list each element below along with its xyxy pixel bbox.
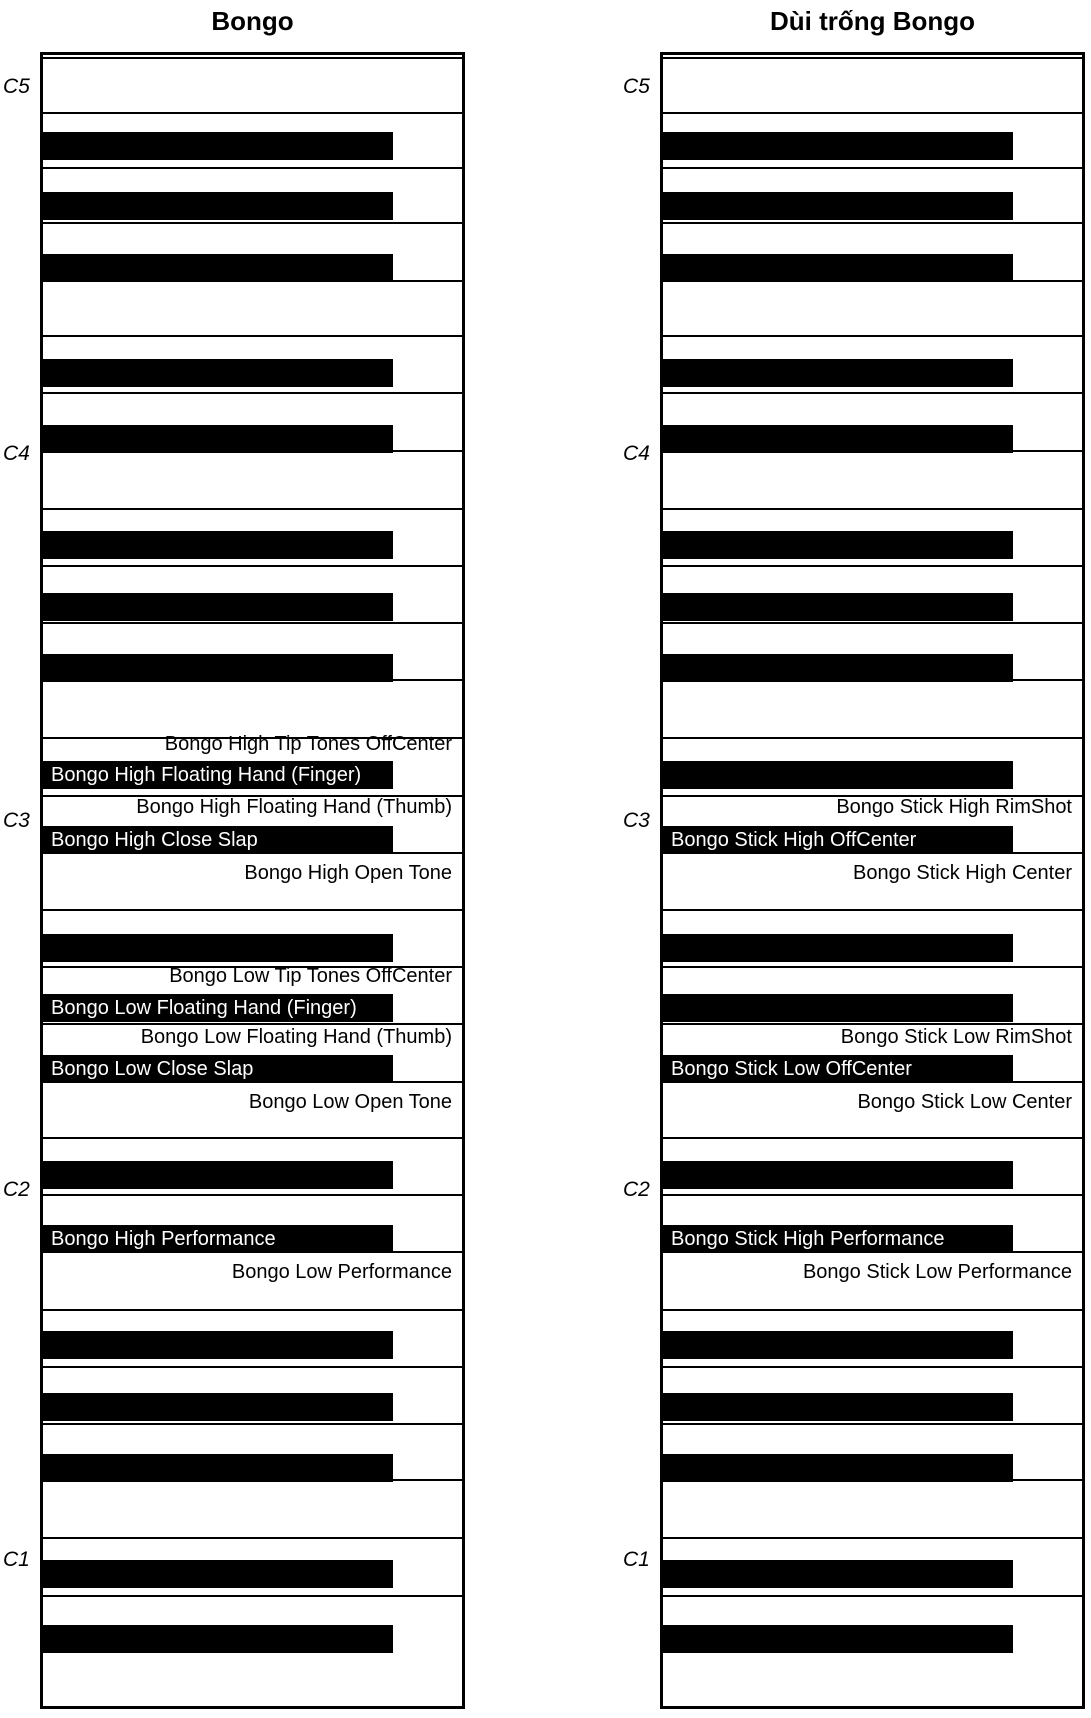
black-key-bongo-stick-high-performance: Bongo Stick High Performance xyxy=(663,1225,1013,1253)
white-key-divider xyxy=(43,167,462,169)
white-key-divider xyxy=(43,1309,462,1311)
octave-label-c3: C3 xyxy=(3,809,30,832)
octave-label-c2: C2 xyxy=(3,1178,30,1201)
white-key-divider xyxy=(663,737,1082,739)
black-key xyxy=(43,359,393,387)
bongo-stick-keyboard xyxy=(660,52,1085,1709)
black-key xyxy=(663,761,1013,789)
white-key-divider xyxy=(43,909,462,911)
white-key-divider xyxy=(663,1309,1082,1311)
white-key-label-bongo-high-tip-tones-offcenter: Bongo High Tip Tones OffCenter xyxy=(164,733,452,755)
white-key-divider xyxy=(43,57,462,59)
white-key-divider xyxy=(663,1194,1082,1196)
black-key-bongo-high-floating-hand-finger: Bongo High Floating Hand (Finger) xyxy=(43,761,393,789)
octave-label-c4: C4 xyxy=(3,442,30,465)
black-key xyxy=(663,132,1013,160)
white-key-divider xyxy=(43,1137,462,1139)
black-key xyxy=(43,531,393,559)
left-keyboard-title: Bongo xyxy=(211,6,294,36)
white-key-label-bongo-low-tip-tones-offcenter: Bongo Low Tip Tones OffCenter xyxy=(169,965,452,987)
white-key-divider xyxy=(663,167,1082,169)
black-key-bongo-low-close-slap: Bongo Low Close Slap xyxy=(43,1055,393,1083)
white-key-divider xyxy=(43,1194,462,1196)
white-key-divider xyxy=(43,112,462,114)
black-key xyxy=(43,132,393,160)
octave-label-c1-right: C1 xyxy=(623,1548,650,1571)
black-key xyxy=(43,1560,393,1588)
white-key-divider xyxy=(663,335,1082,337)
white-key-divider xyxy=(43,1537,462,1539)
black-key-bongo-high-performance: Bongo High Performance xyxy=(43,1225,393,1253)
white-key-divider xyxy=(663,966,1082,968)
white-key-divider xyxy=(663,1137,1082,1139)
black-key xyxy=(663,192,1013,220)
black-key xyxy=(663,1393,1013,1421)
black-key xyxy=(663,1454,1013,1482)
black-key xyxy=(663,994,1013,1022)
black-key xyxy=(663,254,1013,282)
white-key-divider xyxy=(663,112,1082,114)
white-key-divider xyxy=(663,622,1082,624)
white-key-divider xyxy=(663,222,1082,224)
white-key-divider xyxy=(663,1423,1082,1425)
white-key-divider xyxy=(43,222,462,224)
black-key-bongo-stick-high-offcenter: Bongo Stick High OffCenter xyxy=(663,826,1013,854)
white-key-divider xyxy=(663,57,1082,59)
white-key-divider xyxy=(663,909,1082,911)
white-key-divider xyxy=(43,565,462,567)
white-key-label-bongo-low-open-tone: Bongo Low Open Tone xyxy=(248,1091,452,1113)
white-key-label-bongo-stick-low-performance: Bongo Stick Low Performance xyxy=(802,1261,1072,1283)
white-key-divider xyxy=(43,1595,462,1597)
white-key-divider xyxy=(43,392,462,394)
white-key-label-bongo-stick-high-center: Bongo Stick High Center xyxy=(852,862,1072,884)
white-key-label-bongo-stick-high-rimshot: Bongo Stick High RimShot xyxy=(836,796,1072,818)
octave-label-c1: C1 xyxy=(3,1548,30,1571)
white-key-label-bongo-high-floating-hand-thumb: Bongo High Floating Hand (Thumb) xyxy=(136,796,452,818)
octave-label-c4-right: C4 xyxy=(623,442,650,465)
white-key-label-bongo-high-open-tone: Bongo High Open Tone xyxy=(244,862,452,884)
black-key xyxy=(663,531,1013,559)
black-key xyxy=(663,425,1013,453)
octave-label-c3-right: C3 xyxy=(623,809,650,832)
white-key-label-bongo-stick-low-center: Bongo Stick Low Center xyxy=(857,1091,1072,1113)
black-key xyxy=(663,359,1013,387)
black-key xyxy=(43,192,393,220)
black-key xyxy=(663,654,1013,682)
white-key-divider xyxy=(663,508,1082,510)
black-key xyxy=(663,593,1013,621)
black-key xyxy=(43,593,393,621)
bongo-keyboard xyxy=(40,52,465,1709)
black-key xyxy=(663,1331,1013,1359)
black-key xyxy=(663,934,1013,962)
white-key-divider xyxy=(43,508,462,510)
black-key xyxy=(43,254,393,282)
black-key xyxy=(663,1161,1013,1189)
white-key-divider xyxy=(663,1595,1082,1597)
white-key-label-bongo-low-floating-hand-thumb: Bongo Low Floating Hand (Thumb) xyxy=(140,1026,452,1048)
black-key xyxy=(43,1161,393,1189)
white-key-divider xyxy=(43,1423,462,1425)
black-key xyxy=(663,1560,1013,1588)
black-key-bongo-stick-low-offcenter: Bongo Stick Low OffCenter xyxy=(663,1055,1013,1083)
octave-label-c5: C5 xyxy=(3,75,30,98)
right-keyboard-title: Dùi trống Bongo xyxy=(769,6,976,36)
black-key xyxy=(43,1393,393,1421)
white-key-divider xyxy=(663,1537,1082,1539)
black-key xyxy=(43,934,393,962)
black-key xyxy=(663,1625,1013,1653)
octave-label-c5-right: C5 xyxy=(623,75,650,98)
black-key-bongo-high-close-slap: Bongo High Close Slap xyxy=(43,826,393,854)
white-key-divider xyxy=(43,335,462,337)
white-key-divider xyxy=(43,622,462,624)
black-key xyxy=(43,654,393,682)
black-key xyxy=(43,1331,393,1359)
black-key xyxy=(43,1625,393,1653)
white-key-divider xyxy=(43,1366,462,1368)
black-key xyxy=(43,425,393,453)
white-key-label-bongo-stick-low-rimshot: Bongo Stick Low RimShot xyxy=(840,1026,1072,1048)
white-key-divider xyxy=(663,392,1082,394)
octave-label-c2-right: C2 xyxy=(623,1178,650,1201)
white-key-divider xyxy=(663,1366,1082,1368)
black-key xyxy=(43,1454,393,1482)
white-key-divider xyxy=(663,565,1082,567)
white-key-label-bongo-low-performance: Bongo Low Performance xyxy=(231,1261,452,1283)
black-key-bongo-low-floating-hand-finger: Bongo Low Floating Hand (Finger) xyxy=(43,994,393,1022)
